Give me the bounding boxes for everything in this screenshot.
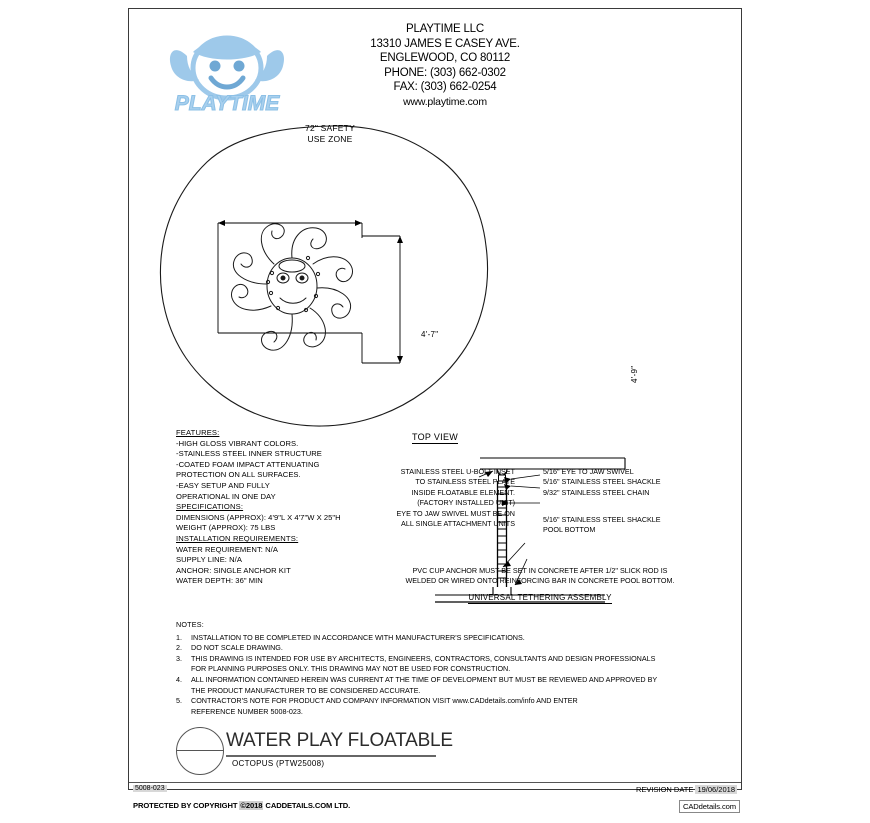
installation-item: WATER DEPTH: 36" MIN <box>176 576 263 586</box>
revision-info <box>636 785 737 794</box>
note-item <box>176 654 706 665</box>
tethering-assembly-label-text: UNIVERSAL TETHERING ASSEMBLY <box>468 593 612 602</box>
note-number: 4. <box>176 674 182 684</box>
note-text: CONTRACTOR'S NOTE FOR PRODUCT AND COMPANY INFORMATION VISIT www.CADdetails.com/info AND ENTER <box>191 696 578 706</box>
note-text: REFERENCE NUMBER 5008-023. <box>191 706 303 716</box>
logo-wordmark: PLAYTIME <box>174 92 280 114</box>
company-website: www.playtime.com <box>403 95 487 108</box>
feature-item: -EASY SETUP AND FULLY <box>176 480 270 490</box>
top-view-plan <box>150 118 639 448</box>
octopus-graphic <box>231 224 352 350</box>
safety-zone-line2: USE ZONE <box>307 134 353 144</box>
note-item <box>176 696 706 707</box>
feature-item: OPERATIONAL IN ONE DAY <box>176 491 276 501</box>
tether-right-annotations-top <box>543 467 708 498</box>
revision-bar <box>129 782 741 796</box>
tether-left-line: EYE TO JAW SWIVEL MUST BE ON <box>396 508 515 518</box>
note-item <box>176 633 706 644</box>
company-phone: PHONE: (303) 662-0302 <box>384 66 506 79</box>
tether-left-line: TO STAINLESS STEEL PLATE <box>415 477 515 487</box>
playtime-logo <box>157 22 297 114</box>
company-city: ENGLEWOOD, CO 80112 <box>379 52 511 65</box>
copyright-bar <box>129 800 741 816</box>
notes-section <box>176 620 706 717</box>
tether-right-line: 5/16" EYE TO JAW SWIVEL <box>543 467 634 476</box>
tether-left-line: STAINLESS STEEL U-BOLT INSET <box>400 467 515 476</box>
company-name: PLAYTIME LLC <box>406 23 484 35</box>
note-item <box>176 643 706 654</box>
pvc-note-line2: WELDED OR WIRED ONTO REINFORCING BAR IN CONCRETE POOL BOTTOM. <box>405 576 675 585</box>
features-specifications-block <box>176 428 386 587</box>
copyright-year: ©2018 <box>240 801 263 810</box>
tethering-assembly-diagram <box>375 455 705 610</box>
tether-left-line: ALL SINGLE ATTACHMENT UNITS <box>401 519 515 529</box>
note-text: DO NOT SCALE DRAWING. <box>191 643 283 653</box>
safety-zone-line1: 72" SAFETY <box>305 123 355 133</box>
tether-left-annotations <box>375 467 515 529</box>
specifications-heading: SPECIFICATIONS: <box>176 502 244 512</box>
feature-item: -STAINLESS STEEL INNER STRUCTURE <box>176 449 322 459</box>
product-subtitle: OCTOPUS (PTW25008) <box>232 759 325 768</box>
note-number: 1. <box>176 632 182 642</box>
title-underline <box>226 755 436 757</box>
top-view-label: TOP VIEW <box>412 432 459 442</box>
notes-heading: NOTES: <box>176 620 204 629</box>
installation-heading: INSTALLATION REQUIREMENTS: <box>176 533 299 543</box>
specification-item: DIMENSIONS (APPROX): 4'9"L X 4'7"W X 25"H <box>176 512 341 522</box>
dimension-height: 4'-9" <box>630 365 639 383</box>
tether-left-line: INSIDE FLOATABLE ELEMENT. <box>411 487 515 497</box>
tether-right-annotations-bottom <box>543 515 708 536</box>
safety-zone-outline <box>160 126 487 426</box>
company-info <box>300 22 590 110</box>
revision-label: REVISION DATE <box>635 785 694 794</box>
revision-date: 19/06/2018 <box>697 785 735 794</box>
title-block <box>176 727 596 775</box>
note-number: 2. <box>176 643 182 653</box>
note-text: FOR PLANNING PURPOSES ONLY. THIS DRAWING MAY NOT BE USED FOR CONSTRUCTION. <box>191 664 511 674</box>
feature-item: -HIGH GLOSS VIBRANT COLORS. <box>176 438 299 448</box>
note-text: INSTALLATION TO BE COMPLETED IN ACCORDANCE WITH MANUFACTURER'S SPECIFICATIONS. <box>191 632 525 642</box>
note-number: 5. <box>176 696 182 706</box>
company-street: 13310 JAMES E CASEY AVE. <box>370 37 520 50</box>
tether-left-line: (FACTORY INSTALLED UNIT) <box>417 498 515 508</box>
caddetails-logo: CADdetails.com <box>679 800 740 813</box>
copyright-notice <box>133 801 350 810</box>
drawing-number: 5008-023 <box>135 785 165 792</box>
tether-right-line: 5/16" STAINLESS STEEL SHACKLE <box>543 515 661 524</box>
company-fax: FAX: (303) 662-0254 <box>393 81 497 94</box>
tethering-assembly-label <box>375 593 705 602</box>
note-text: THIS DRAWING IS INTENDED FOR USE BY ARCHITECTS, ENGINEERS, CONTRACTORS, CONSULTANTS AND DESIGN PROFESSIONALS <box>191 653 656 663</box>
pvc-note-line1: PVC CUP ANCHOR MUST BE SET IN CONCRETE AFTER 1/2" SLICK ROD IS <box>412 566 668 575</box>
product-title: WATER PLAY FLOATABLE <box>226 730 453 751</box>
title-block-circle-icon <box>176 727 224 775</box>
features-heading: FEATURES: <box>176 428 220 437</box>
installation-item: WATER REQUIREMENT: N/A <box>176 544 278 554</box>
tether-right-line: POOL BOTTOM <box>543 525 596 535</box>
tether-right-line: 9/32" STAINLESS STEEL CHAIN <box>543 487 650 497</box>
pvc-anchor-note <box>375 566 705 586</box>
safety-zone-label <box>250 123 410 145</box>
note-item <box>176 675 706 686</box>
copyright-prefix: PROTECTED BY COPYRIGHT <box>133 801 240 810</box>
dimension-width: 4'-7" <box>421 330 439 339</box>
feature-item: -COATED FOAM IMPACT ATTENUATING <box>176 459 320 469</box>
copyright-suffix: CADDETAILS.COM LTD. <box>263 801 351 810</box>
tether-right-line: 5/16" STAINLESS STEEL SHACKLE <box>543 477 661 487</box>
specification-item: WEIGHT (APPROX): 75 LBS <box>176 523 276 533</box>
note-text: ALL INFORMATION CONTAINED HEREIN WAS CURRENT AT THE TIME OF DEVELOPMENT BUT MUST BE REVIEWED AND APPROVED BY <box>191 674 658 684</box>
feature-item: PROTECTION ON ALL SURFACES. <box>176 470 301 480</box>
installation-item: SUPPLY LINE: N/A <box>176 555 242 565</box>
note-text: THE PRODUCT MANUFACTURER TO BE CONSIDERED ACCURATE. <box>191 685 421 695</box>
installation-item: ANCHOR: SINGLE ANCHOR KIT <box>176 565 291 575</box>
note-number: 3. <box>176 653 182 663</box>
